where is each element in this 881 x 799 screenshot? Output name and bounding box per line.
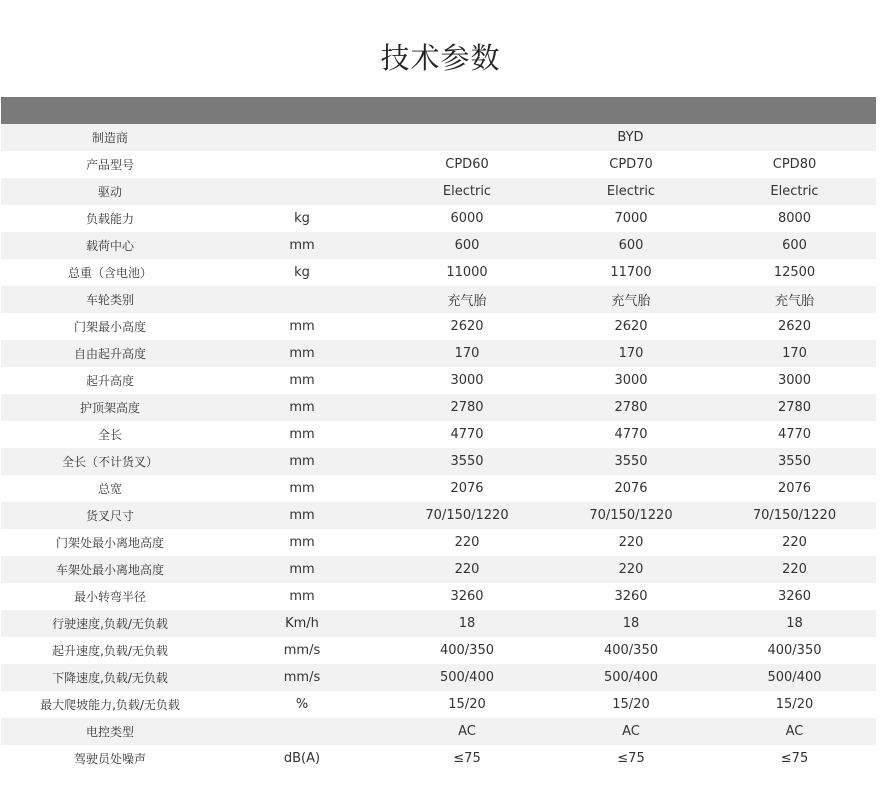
row-value-cpd80: 220 (782, 562, 807, 577)
header-cell (385, 97, 549, 124)
row-value-cpd70: 3260 (614, 589, 648, 604)
row-label: 全长（不计货叉） (61, 455, 158, 469)
row-label: 货叉尺寸 (85, 509, 134, 523)
row-label: 下降速度,负载/无负载 (52, 671, 168, 685)
row-value-cpd80: 3260 (777, 589, 812, 604)
row-unit (219, 124, 385, 151)
row-unit: mm (289, 454, 315, 469)
row-label: 载荷中心 (85, 239, 134, 253)
table-row (1, 367, 876, 394)
row-value-cpd60: 70/150/1220 (425, 508, 509, 523)
row-unit: mm/s (283, 670, 321, 685)
row-value-cpd70: 充气胎 (611, 294, 651, 309)
row-value-cpd80: 600 (782, 238, 807, 253)
row-label: 护顶架高度 (79, 401, 140, 415)
row-unit: kg (294, 211, 310, 226)
row-value-cpd80: 2076 (777, 481, 812, 496)
row-value-cpd60: 4770 (450, 427, 484, 442)
header-cell (1, 97, 219, 124)
row-unit (219, 178, 385, 205)
row-label: 产品型号 (85, 158, 134, 172)
row-unit: mm (289, 589, 315, 604)
row-value-cpd70: 4770 (614, 427, 648, 442)
row-label: 总重（含电池） (67, 266, 152, 280)
row-label: 驾驶员处噪声 (73, 752, 146, 766)
row-value-cpd80: CPD80 (772, 157, 817, 172)
row-unit: % (295, 697, 309, 712)
row-unit (219, 286, 385, 313)
row-value-cpd70: 600 (618, 238, 644, 253)
row-value-cpd60: 15/20 (448, 697, 486, 712)
row-unit (219, 718, 385, 745)
row-value-cpd80: 12500 (773, 265, 816, 280)
row-value-cpd60: 3000 (450, 373, 484, 388)
row-unit: mm (289, 535, 315, 550)
table-row (1, 232, 876, 259)
row-value-cpd70: 3000 (614, 373, 648, 388)
row-value-cpd60: 170 (454, 346, 480, 361)
table-header (1, 97, 876, 124)
row-value-cpd70: ≤75 (617, 751, 645, 766)
row-value-cpd60: 2780 (450, 400, 484, 415)
table-row (1, 313, 876, 340)
row-value-cpd80: 3550 (777, 454, 812, 469)
header-cell (549, 97, 713, 124)
row-label: 门架最小高度 (73, 320, 146, 334)
row-value-cpd60: 500/400 (439, 670, 494, 685)
row-value-cpd70: 18 (622, 616, 640, 631)
row-label: 门架处最小离地高度 (55, 536, 164, 550)
row-label: 电控类型 (85, 725, 134, 739)
row-value-cpd80: AC (785, 724, 804, 739)
row-unit: mm (289, 319, 315, 334)
table-row (1, 664, 876, 691)
row-label: 全长 (97, 428, 122, 442)
table-row (1, 691, 876, 718)
row-unit: mm (289, 481, 315, 496)
row-value-cpd80: 8000 (777, 211, 812, 226)
row-value-cpd60: 11000 (446, 265, 488, 280)
row-value-cpd80: 70/150/1220 (752, 508, 837, 523)
row-value-cpd60: 2620 (450, 319, 484, 334)
table-row (1, 583, 876, 610)
table-row (1, 718, 876, 745)
row-value-cpd80: Electric (770, 184, 819, 199)
row-unit: mm (289, 562, 315, 577)
row-value-cpd70: 2620 (614, 319, 648, 334)
page-title: 技术参数 (380, 41, 501, 75)
row-label: 起升高度 (85, 374, 134, 388)
row-value-cpd80: 2620 (777, 319, 812, 334)
table-row (1, 556, 876, 583)
row-value-cpd70: Electric (606, 184, 656, 199)
table-row (1, 421, 876, 448)
row-value-cpd80: 2780 (777, 400, 812, 415)
table-row (1, 448, 876, 475)
table-row (1, 259, 876, 286)
row-value-cpd80: 4770 (777, 427, 812, 442)
row-value-cpd80: 3000 (777, 373, 812, 388)
table-row (1, 394, 876, 421)
row-unit: mm/s (283, 643, 321, 658)
table-row (1, 124, 876, 151)
row-value-cpd80: 500/400 (767, 670, 822, 685)
row-value-cpd60: 2076 (450, 481, 484, 496)
row-label: 总宽 (97, 482, 122, 496)
table-row (1, 637, 876, 664)
table-row (1, 475, 876, 502)
row-value-cpd60: Electric (442, 184, 492, 199)
row-value-cpd70: 2780 (614, 400, 648, 415)
row-value-cpd70: 2076 (614, 481, 648, 496)
row-value-cpd70: 7000 (614, 211, 648, 226)
row-unit: mm (289, 373, 315, 388)
header-cell (713, 97, 876, 124)
row-value-cpd60: 充气胎 (447, 294, 487, 309)
table-row (1, 502, 876, 529)
row-unit: mm (289, 400, 315, 415)
row-unit: mm (289, 238, 315, 253)
row-label: 起升速度,负载/无负载 (52, 644, 168, 658)
table-row (1, 286, 876, 313)
row-value-cpd80: 400/350 (767, 643, 822, 658)
row-value-cpd60: AC (458, 724, 476, 739)
table-row (1, 205, 876, 232)
row-unit: dB(A) (283, 751, 321, 766)
row-value-cpd70: 220 (618, 562, 644, 577)
table-row (1, 340, 876, 367)
row-value-cpd80: 15/20 (775, 697, 814, 712)
row-value-cpd80: 充气胎 (774, 294, 814, 309)
row-value-cpd60: 6000 (450, 211, 484, 226)
row-label: 车架处最小离地高度 (55, 563, 164, 577)
header-cell (219, 97, 385, 124)
row-label: 行驶速度,负载/无负载 (52, 617, 168, 631)
row-value-cpd80: 18 (786, 616, 803, 631)
row-value-cpd80: ≤75 (780, 751, 809, 766)
table-body (1, 124, 876, 772)
row-value-cpd60: 400/350 (439, 643, 494, 658)
row-unit: mm (289, 346, 315, 361)
row-label: 最小转弯半径 (73, 590, 146, 604)
row-value-cpd60: 220 (454, 562, 480, 577)
row-value-cpd60: CPD60 (445, 157, 489, 172)
spec-table (1, 97, 876, 772)
row-value-cpd70: 220 (618, 535, 644, 550)
table-row (1, 151, 876, 178)
row-value-cpd60: 3260 (450, 589, 484, 604)
table-row (1, 610, 876, 637)
row-value-cpd60: 18 (458, 616, 476, 631)
row-value-cpd70: 11700 (610, 265, 652, 280)
row-value-cpd60: ≤75 (453, 751, 481, 766)
row-unit (219, 151, 385, 178)
row-value-cpd60: 220 (454, 535, 480, 550)
row-value-cpd70: 15/20 (612, 697, 650, 712)
table-row (1, 178, 876, 205)
row-label: 制造商 (91, 131, 128, 145)
row-value-cpd70: 170 (618, 346, 644, 361)
row-value-cpd70: 400/350 (603, 643, 658, 658)
table-row (1, 745, 876, 772)
row-value-cpd70: 70/150/1220 (589, 508, 673, 523)
row-label: 最大爬坡能力,负载/无负载 (40, 698, 180, 712)
row-unit: kg (294, 265, 310, 280)
row-label: 驱动 (97, 185, 122, 199)
row-unit: Km/h (285, 616, 319, 631)
table-row (1, 529, 876, 556)
row-value-cpd80: 220 (782, 535, 807, 550)
row-unit: mm (289, 427, 315, 442)
row-label: 自由起升高度 (73, 347, 146, 361)
row-unit: mm (289, 508, 315, 523)
row-value-cpd60: 600 (454, 238, 480, 253)
row-value-cpd70: 3550 (614, 454, 648, 469)
row-value-cpd70: CPD70 (609, 157, 653, 172)
row-value-merged: BYD (617, 130, 644, 145)
row-value-cpd80: 170 (782, 346, 807, 361)
row-value-cpd70: AC (622, 724, 640, 739)
row-label: 车轮类别 (85, 293, 134, 307)
table-header-bar (1, 97, 876, 124)
row-value-cpd70: 500/400 (603, 670, 658, 685)
row-value-cpd60: 3550 (450, 454, 484, 469)
row-label: 负载能力 (85, 212, 134, 226)
